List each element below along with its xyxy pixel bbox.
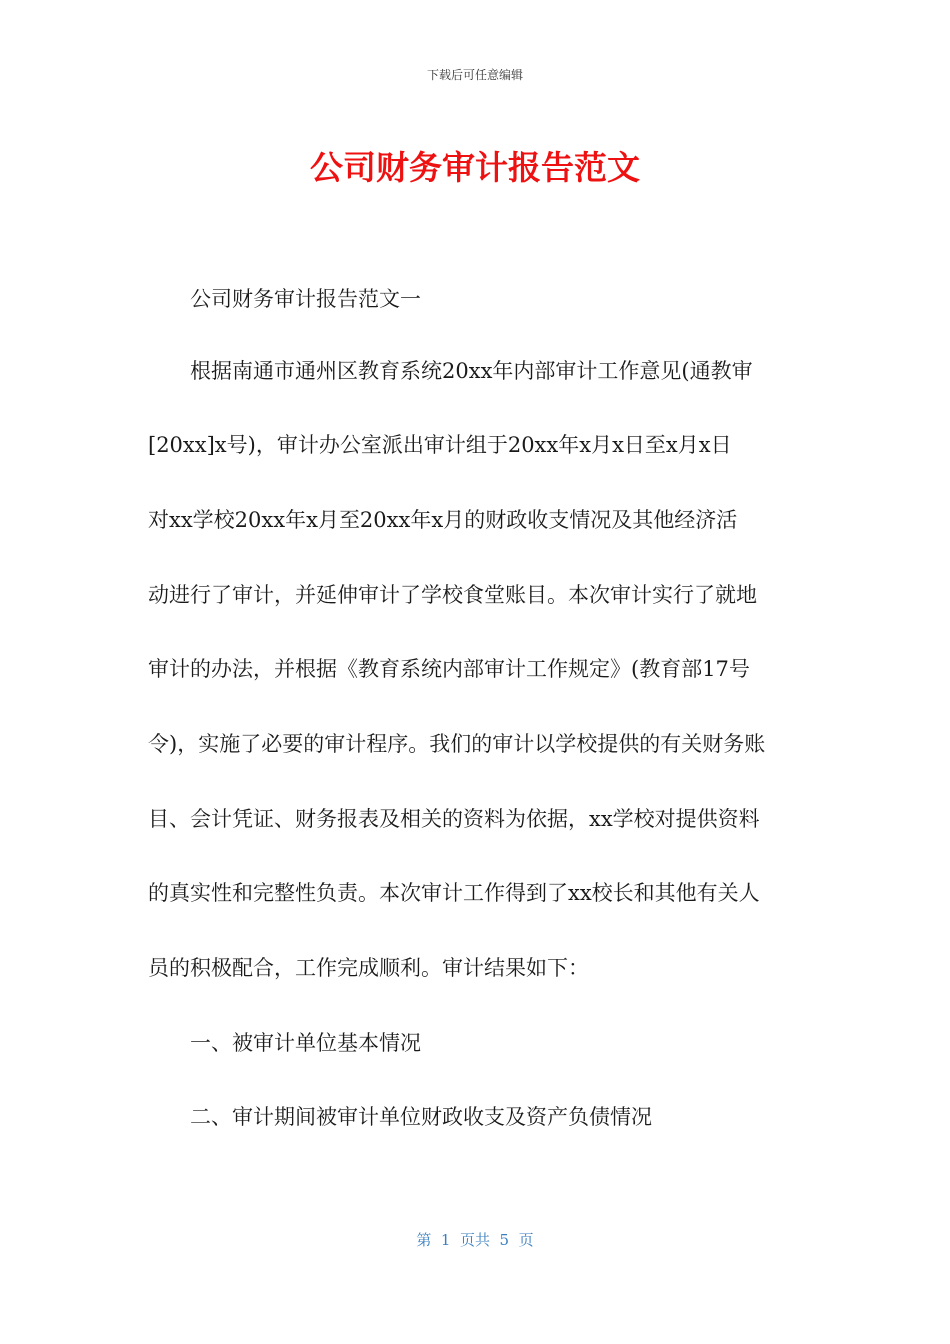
paragraph-line: [20xx]x号)，审计办公室派出审计组于20xx年x月x日至x月x日 bbox=[148, 433, 732, 457]
document-title: 公司财务审计报告范文 bbox=[310, 148, 640, 187]
list-item: 一、被审计单位基本情况 bbox=[190, 1031, 421, 1055]
paragraph-line: 目、会计凭证、财务报表及相关的资料为依据，xx学校对提供资料 bbox=[148, 807, 760, 831]
list-item: 二、审计期间被审计单位财政收支及资产负债情况 bbox=[190, 1105, 652, 1129]
paragraph-line: 根据南通市通州区教育系统20xx年内部审计工作意见(通教审 bbox=[190, 359, 753, 383]
paragraph-line: 审计的办法，并根据《教育系统内部审计工作规定》(教育部17号 bbox=[148, 657, 750, 681]
page-footer: 第 1 页共 5 页 bbox=[416, 1231, 534, 1249]
paragraph-line: 动进行了审计，并延伸审计了学校食堂账目。本次审计实行了就地 bbox=[148, 583, 757, 607]
section-heading: 公司财务审计报告范文一 bbox=[190, 287, 421, 311]
paragraph-line: 令)，实施了必要的审计程序。我们的审计以学校提供的有关财务账 bbox=[148, 732, 766, 756]
paragraph-line: 对xx学校20xx年x月至20xx年x月的财政收支情况及其他经济活 bbox=[148, 508, 738, 532]
header-note: 下载后可任意编辑 bbox=[426, 68, 523, 82]
paragraph-line: 员的积极配合，工作完成顺利。审计结果如下： bbox=[148, 956, 589, 980]
paragraph-line: 的真实性和完整性负责。本次审计工作得到了xx校长和其他有关人 bbox=[148, 881, 760, 905]
